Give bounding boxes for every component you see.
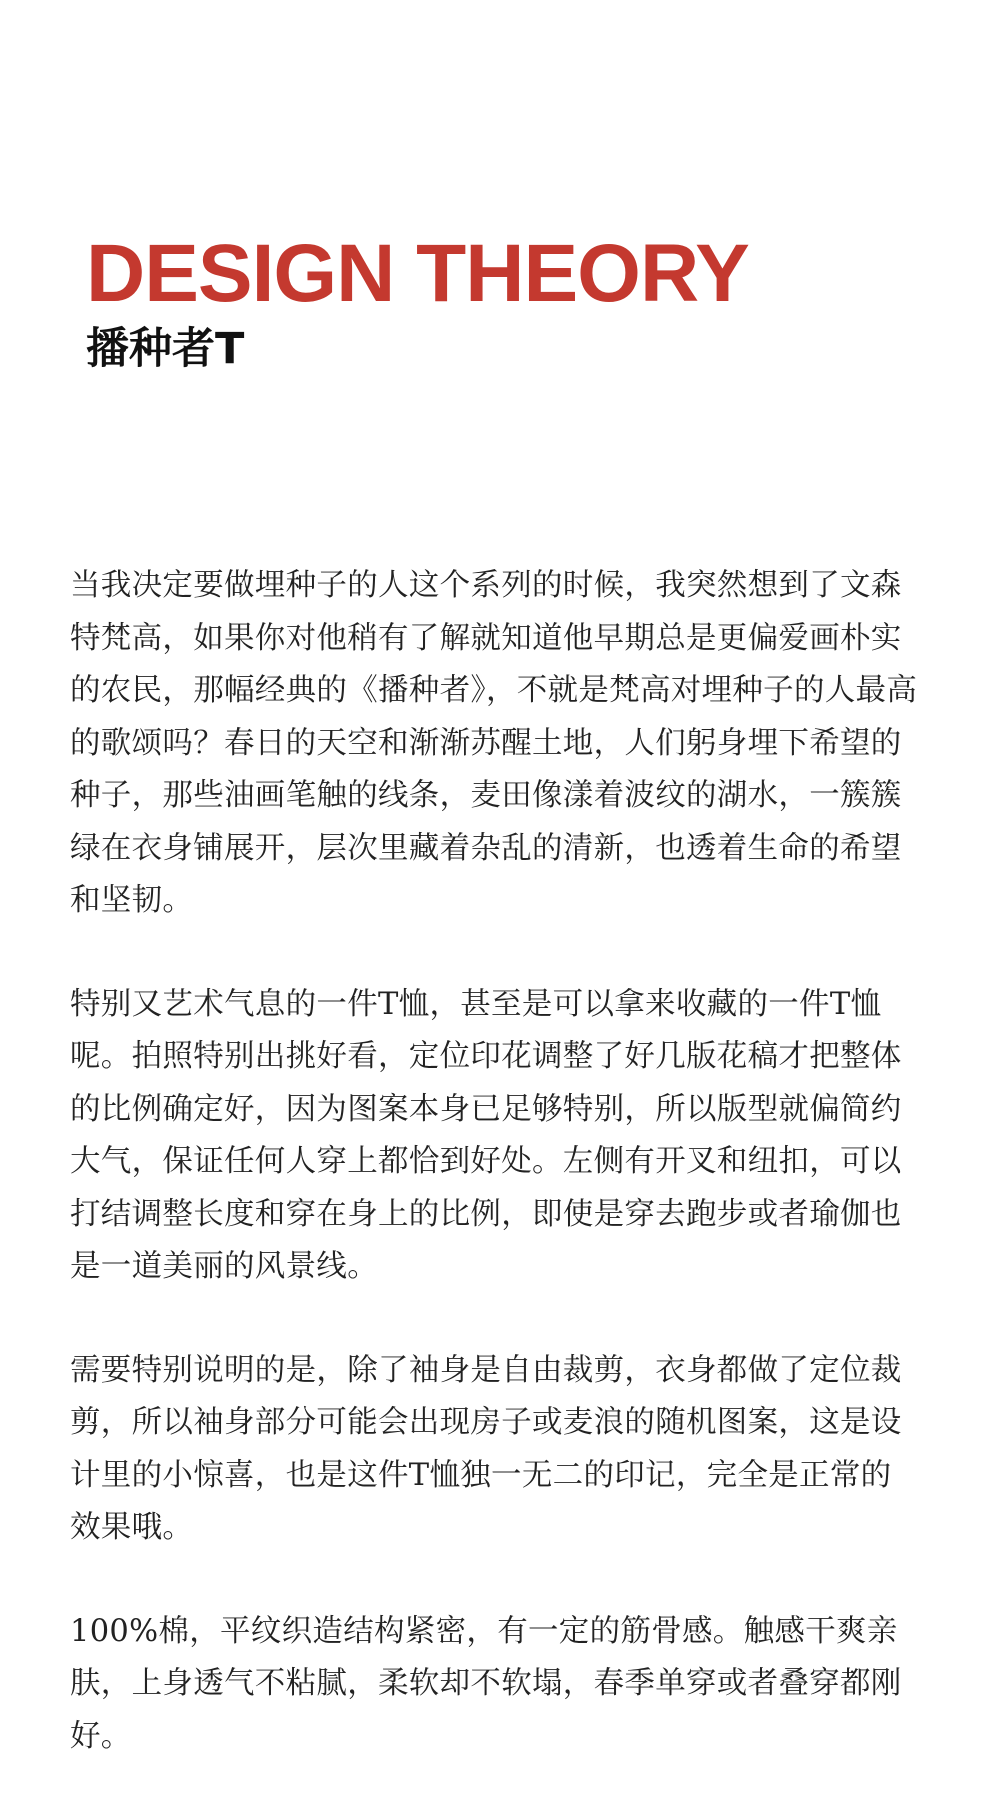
paragraph-inspiration: 当我决定要做埋种子的人这个系列的时候，我突然想到了文森特梵高，如果你对他稍有了解就知道他早期总是更偏爱画朴实的农民，那幅经典的《播种者》，不就是梵高对埋种子的人最高的歌颂吗？春日的天空和渐渐苏醒土地，人们躬身埋下希望的种子，那些油画笔触的线条，麦田像漾着波纹的湖水，一簇簇绿在衣身铺展开，层次里藏着杂乱的清新，也透着生命的希望和坚韧。 xyxy=(70,568,918,918)
header xyxy=(86,228,749,375)
paragraph-design: 特别又艺术气息的一件T恤，甚至是可以拿来收藏的一件T恤呢。拍照特别出挑好看，定位印花调整了好几版花稿才把整体的比例确定好，因为图案本身已足够特别，所以版型就偏简约大气，保证任何人穿上都恰到好处。左侧有开叉和纽扣，可以打结调整长度和穿在身上的比例，即使是穿去跑步或者瑜伽也是一道美丽的风景线。 xyxy=(70,986,902,1284)
page-title: DESIGN THEORY xyxy=(86,228,749,319)
description-body xyxy=(70,560,922,1814)
paragraph-material: 100%棉，平纹织造结构紧密，有一定的筋骨感。触感干爽亲肤，上身透气不粘腻，柔软却不软塌，春季单穿或者叠穿都刚好。 xyxy=(70,1613,902,1754)
paragraph-cutting-note: 需要特别说明的是，除了袖身是自由裁剪，衣身都做了定位裁剪，所以袖身部分可能会出现房子或麦浪的随机图案，这是设计里的小惊喜，也是这件T恤独一无二的印记，完全是正常的效果哦。 xyxy=(70,1352,902,1545)
product-name: 播种者T xyxy=(86,324,245,374)
